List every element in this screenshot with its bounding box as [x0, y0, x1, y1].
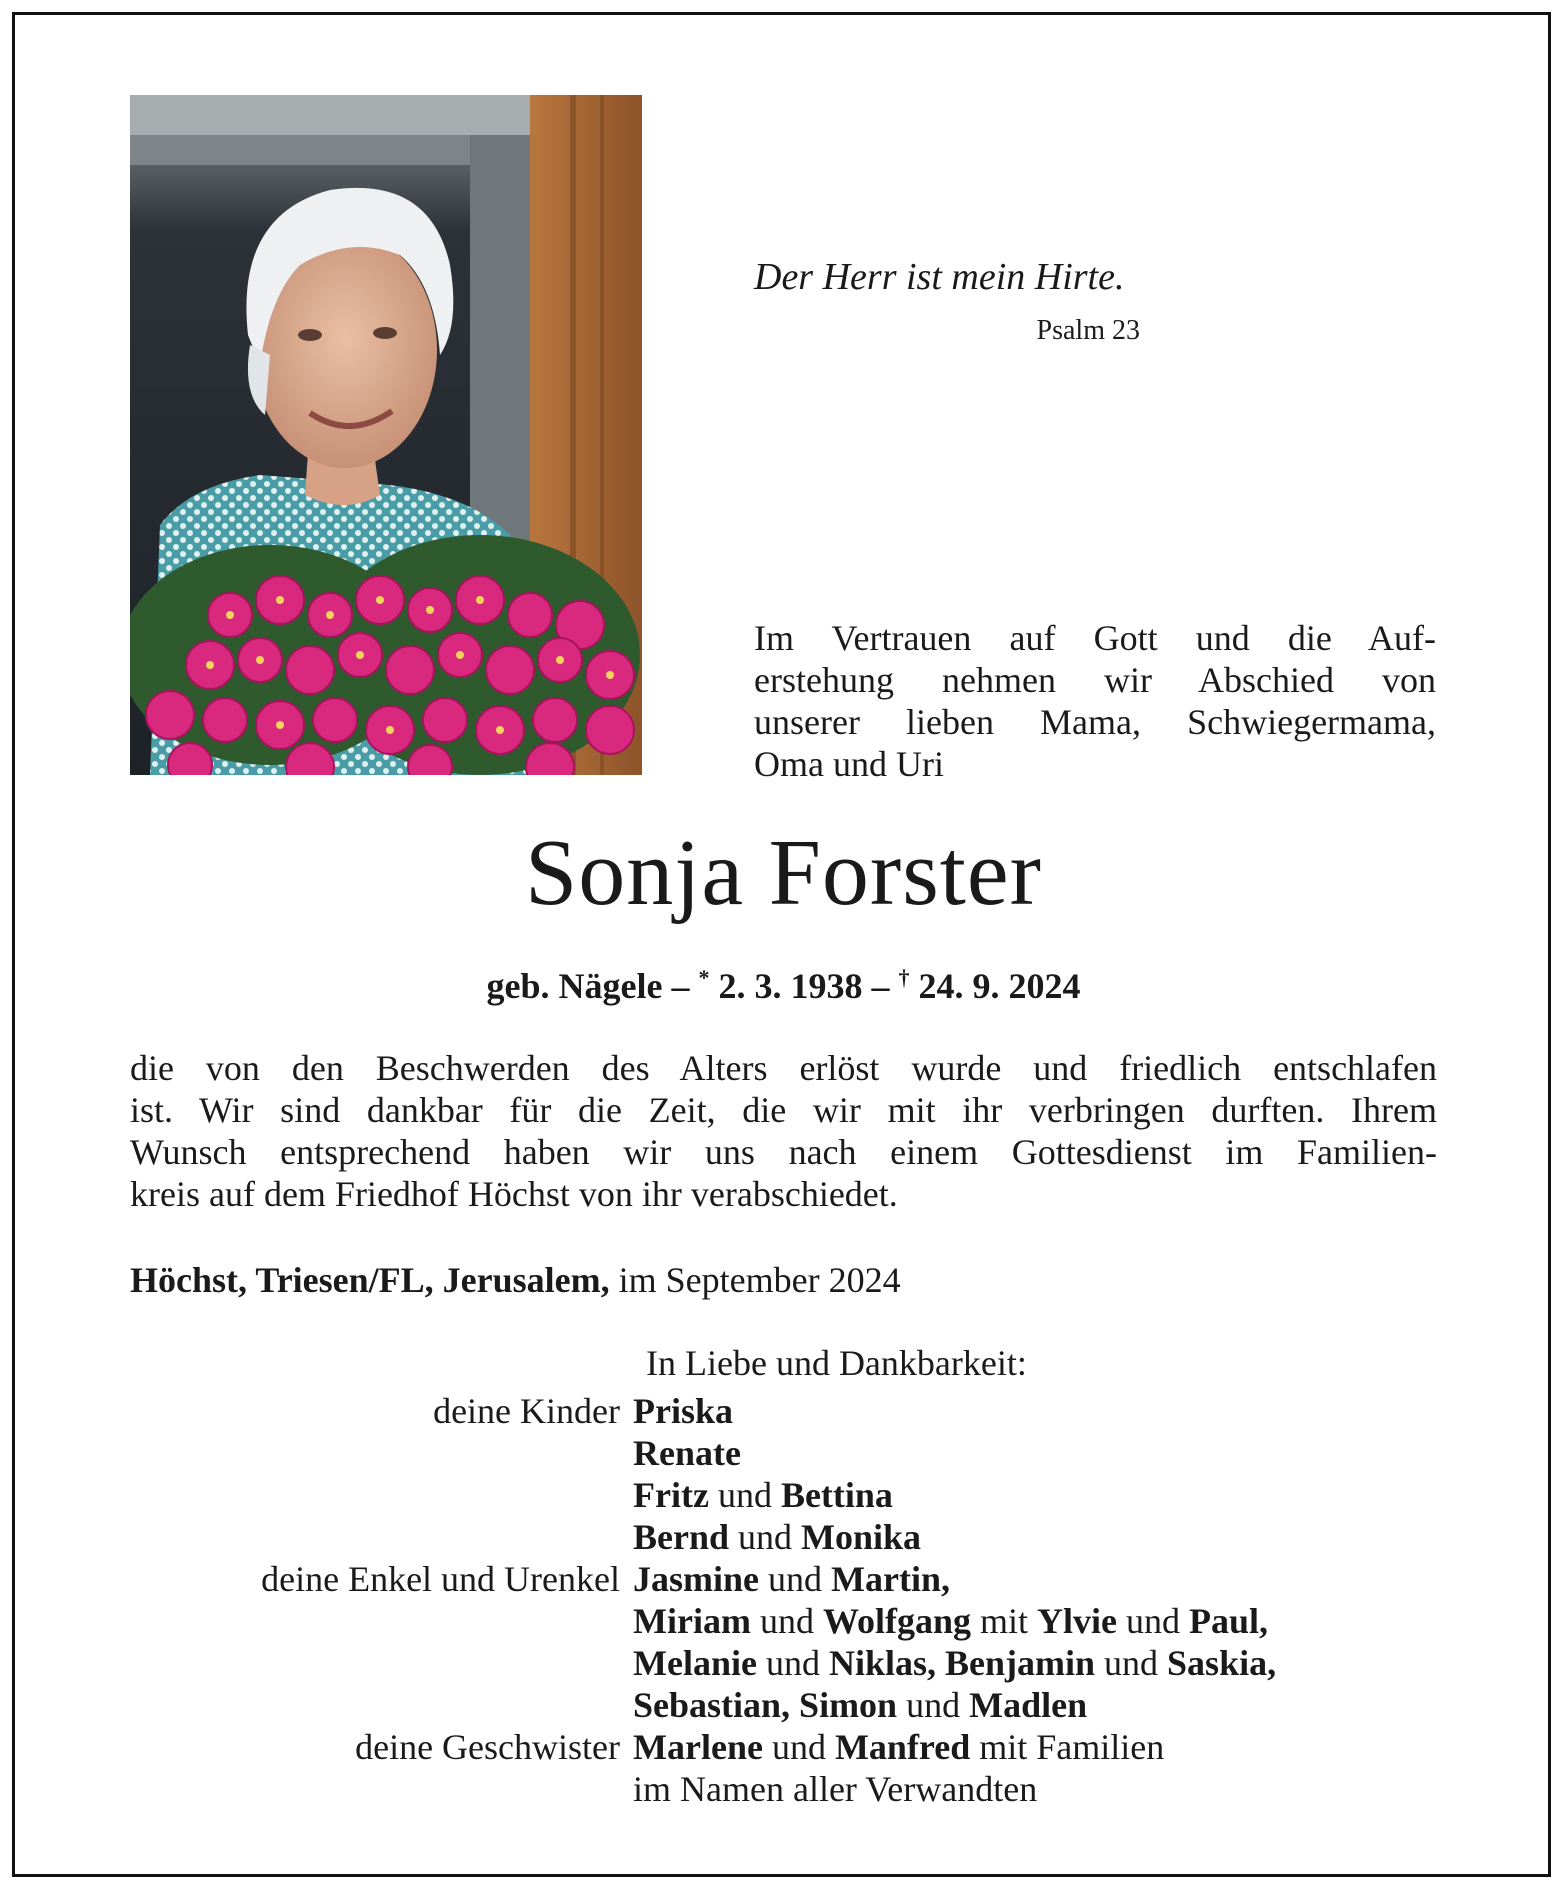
family-row	[130, 1600, 1440, 1642]
mit-familien-text: mit Familien	[970, 1727, 1165, 1767]
und-word: und	[897, 1685, 970, 1725]
und-word: und	[759, 1559, 831, 1599]
child-name: Priska	[633, 1391, 734, 1431]
grandchild-name: Wolfgang	[822, 1601, 971, 1641]
great-grandchild-name: Ylvie	[1037, 1601, 1117, 1641]
grandchild-name: Miriam	[633, 1601, 751, 1641]
family-row	[130, 1516, 1440, 1558]
grandchild-name: Madlen	[969, 1685, 1088, 1725]
und-word: und	[1116, 1601, 1189, 1641]
children-label: deine Kinder	[433, 1391, 620, 1431]
place-locations: Höchst, Triesen/FL, Jerusalem,	[130, 1260, 610, 1300]
dash-separator: –	[862, 966, 899, 1006]
child-name: Fritz	[633, 1475, 709, 1515]
partner-name: Monika	[801, 1517, 922, 1557]
body-line: die von den Beschwerden des Alters erlöst wurde und friedlich entschlafen	[130, 1048, 1437, 1088]
death-date: 24. 9. 2024	[909, 966, 1081, 1006]
sibling-name: Manfred	[834, 1727, 971, 1767]
body-line: kreis auf dem Friedhof Höchst von ihr verabschiedet.	[130, 1174, 898, 1214]
und-word: und	[762, 1727, 835, 1767]
family-row	[130, 1432, 1440, 1474]
bible-quote	[754, 255, 1140, 347]
deceased-name: Sonja Forster	[525, 821, 1042, 925]
family-list	[130, 1390, 1440, 1810]
family-row	[130, 1642, 1440, 1684]
family-row	[130, 1558, 1440, 1600]
birth-date: 2. 3. 1938	[709, 966, 863, 1006]
body-paragraph	[130, 1047, 1437, 1215]
family-row	[130, 1474, 1440, 1516]
mit-word: mit	[970, 1601, 1037, 1641]
grandchildren-label: deine Enkel und Urenkel	[261, 1559, 620, 1599]
thanks-line: In Liebe und Dankbarkeit:	[646, 1343, 1027, 1383]
family-row	[130, 1726, 1440, 1768]
grandchild-name: Benjamin	[945, 1643, 1096, 1683]
relatives-line: im Namen aller Verwandten	[633, 1769, 1038, 1809]
family-row	[130, 1684, 1440, 1726]
und-word: und	[750, 1601, 823, 1641]
und-word: und	[729, 1517, 802, 1557]
child-name: Bernd	[633, 1517, 730, 1557]
intro-line: Im Vertrauen auf Gott und die Auf-	[754, 618, 1436, 658]
dash-separator: –	[662, 966, 699, 1006]
birth-star-mark: *	[698, 965, 710, 990]
place-date: im September 2024	[609, 1260, 901, 1300]
grandchild-name: Niklas,	[828, 1643, 937, 1683]
grandchild-name: Saskia,	[1167, 1643, 1277, 1683]
birth-name: geb. Nägele	[486, 966, 663, 1006]
und-word: und	[756, 1643, 829, 1683]
great-grandchild-name: Paul,	[1188, 1601, 1268, 1641]
body-line: Wunsch entsprechend haben wir uns nach einem Gottesdienst im Familien-	[130, 1132, 1437, 1172]
quote-text: Der Herr ist mein Hirte.	[754, 256, 1125, 298]
grandchild-name: Melanie	[633, 1643, 757, 1683]
grandchild-name: Jasmine	[633, 1559, 759, 1599]
grandchild-name: Martin,	[831, 1559, 950, 1599]
und-word: und	[708, 1475, 781, 1515]
und-word: und	[1095, 1643, 1168, 1683]
family-row	[130, 1768, 1440, 1810]
siblings-label: deine Geschwister	[355, 1727, 620, 1767]
quote-source: Psalm 23	[1036, 314, 1140, 346]
intro-line: unserer lieben Mama, Schwiegermama,	[754, 702, 1436, 742]
intro-paragraph	[754, 617, 1436, 785]
family-row	[130, 1390, 1440, 1432]
sibling-name: Marlene	[633, 1727, 763, 1767]
grandchild-name: Simon	[799, 1685, 898, 1725]
grandchild-name: Sebastian,	[633, 1685, 791, 1725]
place-date-line	[130, 1259, 901, 1301]
birth-death-line	[0, 965, 1567, 1007]
death-cross-mark: †	[898, 965, 910, 990]
portrait-photo	[130, 95, 642, 775]
child-name: Renate	[633, 1433, 741, 1473]
body-line: ist. Wir sind dankbar für die Zeit, die wir mit ihr verbringen durften. Ihrem	[130, 1090, 1437, 1130]
partner-name: Bettina	[780, 1475, 893, 1515]
intro-line: Oma und Uri	[754, 744, 944, 784]
intro-line: erstehung nehmen wir Abschied von	[754, 660, 1436, 700]
